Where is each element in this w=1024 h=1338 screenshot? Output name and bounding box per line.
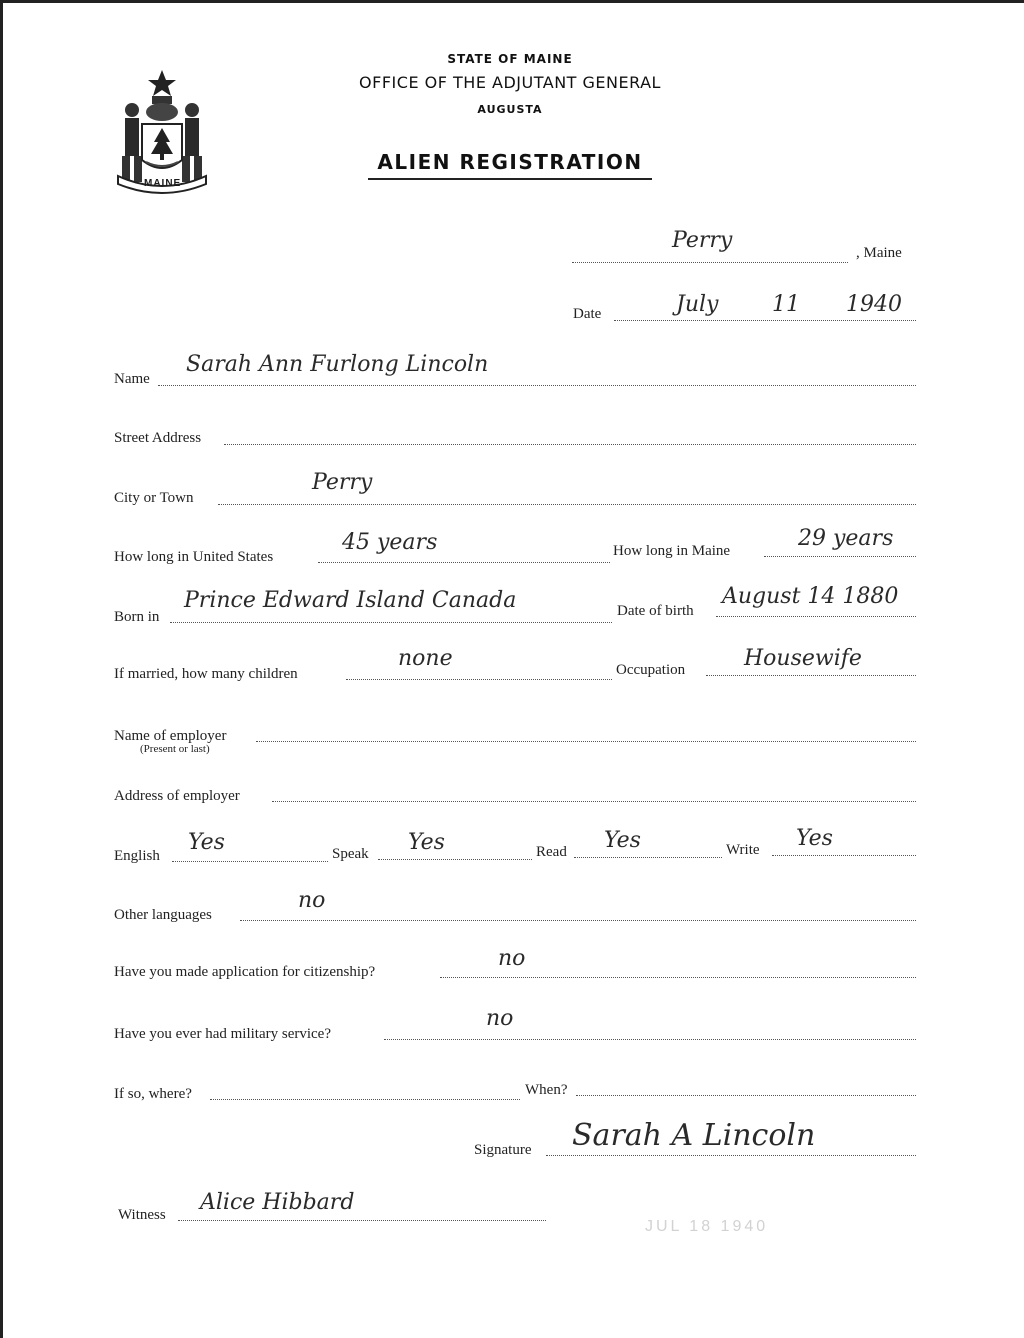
when-label: When? xyxy=(525,1082,568,1098)
signature-line xyxy=(546,1155,916,1156)
employer-note: (Present or last) xyxy=(140,743,210,755)
us-time-value: 45 years xyxy=(342,530,438,555)
office-heading: OFFICE OF THE ADJUTANT GENERAL xyxy=(359,73,661,92)
occupation-value: Housewife xyxy=(744,646,862,671)
form-title: ALIEN REGISTRATION xyxy=(377,150,643,174)
town-value: Perry xyxy=(672,228,733,253)
citizenship-label: Have you made application for citizenship? xyxy=(114,964,376,980)
seal-banner-text: MAINE xyxy=(144,178,182,189)
speak-value: Yes xyxy=(408,830,445,855)
date-month-value: July xyxy=(676,292,719,317)
citizenship-value: no xyxy=(498,946,526,971)
name-line xyxy=(158,385,916,386)
other-languages-label: Other languages xyxy=(114,907,212,923)
city-label: City or Town xyxy=(114,490,194,506)
write-label: Write xyxy=(726,842,760,858)
born-label: Born in xyxy=(114,609,160,625)
maine-time-line xyxy=(764,556,916,557)
military-label: Have you ever had military service? xyxy=(114,1026,331,1042)
children-label: If married, how many children xyxy=(114,666,298,682)
city-heading: AUGUSTA xyxy=(477,103,543,116)
witness-value: Alice Hibbard xyxy=(200,1190,355,1215)
english-value: Yes xyxy=(188,830,225,855)
us-time-line xyxy=(318,562,610,563)
children-value: none xyxy=(398,646,453,671)
write-value: Yes xyxy=(796,826,833,851)
dob-line xyxy=(716,616,916,617)
state-heading: STATE OF MAINE xyxy=(447,52,573,66)
employer-line xyxy=(256,741,916,742)
signature-value: Sarah A Lincoln xyxy=(572,1118,816,1153)
citizenship-line xyxy=(440,977,916,978)
write-line xyxy=(772,855,916,856)
speak-label: Speak xyxy=(332,846,369,862)
english-label: English xyxy=(114,848,160,864)
dob-value: August 14 1880 xyxy=(722,584,899,609)
witness-line xyxy=(178,1220,546,1221)
signature-label: Signature xyxy=(474,1142,532,1158)
title-underline xyxy=(368,178,652,180)
dob-label: Date of birth xyxy=(617,603,694,619)
other-languages-line xyxy=(240,920,916,921)
maine-state-seal-icon xyxy=(112,68,212,196)
date-day-value: 11 xyxy=(772,292,800,317)
born-value: Prince Edward Island Canada xyxy=(184,588,517,613)
speak-line xyxy=(378,859,532,860)
maine-time-label: How long in Maine xyxy=(613,543,731,559)
city-value: Perry xyxy=(312,470,373,495)
date-line xyxy=(614,320,916,321)
where-label: If so, where? xyxy=(114,1086,192,1102)
date-label: Date xyxy=(573,306,602,322)
employer-address-line xyxy=(272,801,916,802)
city-line xyxy=(218,504,916,505)
children-line xyxy=(346,679,612,680)
other-languages-value: no xyxy=(298,888,326,913)
read-line xyxy=(574,857,722,858)
town-line xyxy=(572,262,848,263)
military-value: no xyxy=(486,1006,514,1031)
name-value: Sarah Ann Furlong Lincoln xyxy=(186,352,489,377)
street-label: Street Address xyxy=(114,430,202,446)
witness-label: Witness xyxy=(118,1207,166,1223)
date-year-value: 1940 xyxy=(846,292,902,317)
read-value: Yes xyxy=(604,828,641,853)
scan-border-left xyxy=(0,0,3,1338)
employer-address-label: Address of employer xyxy=(114,788,240,804)
employer-label: Name of employer xyxy=(114,728,227,744)
scan-border-top xyxy=(0,0,1024,3)
maine-time-value: 29 years xyxy=(798,526,894,551)
name-label: Name xyxy=(114,371,150,387)
occupation-label: Occupation xyxy=(616,662,686,678)
read-label: Read xyxy=(536,844,567,860)
occupation-line xyxy=(706,675,916,676)
maine-label: , Maine xyxy=(856,245,902,261)
received-stamp: JUL 18 1940 xyxy=(645,1218,769,1235)
us-time-label: How long in United States xyxy=(114,549,274,565)
when-line xyxy=(576,1095,916,1096)
street-line xyxy=(224,444,916,445)
military-line xyxy=(384,1039,916,1040)
born-line xyxy=(170,622,612,623)
english-line xyxy=(172,861,328,862)
where-line xyxy=(210,1099,520,1100)
